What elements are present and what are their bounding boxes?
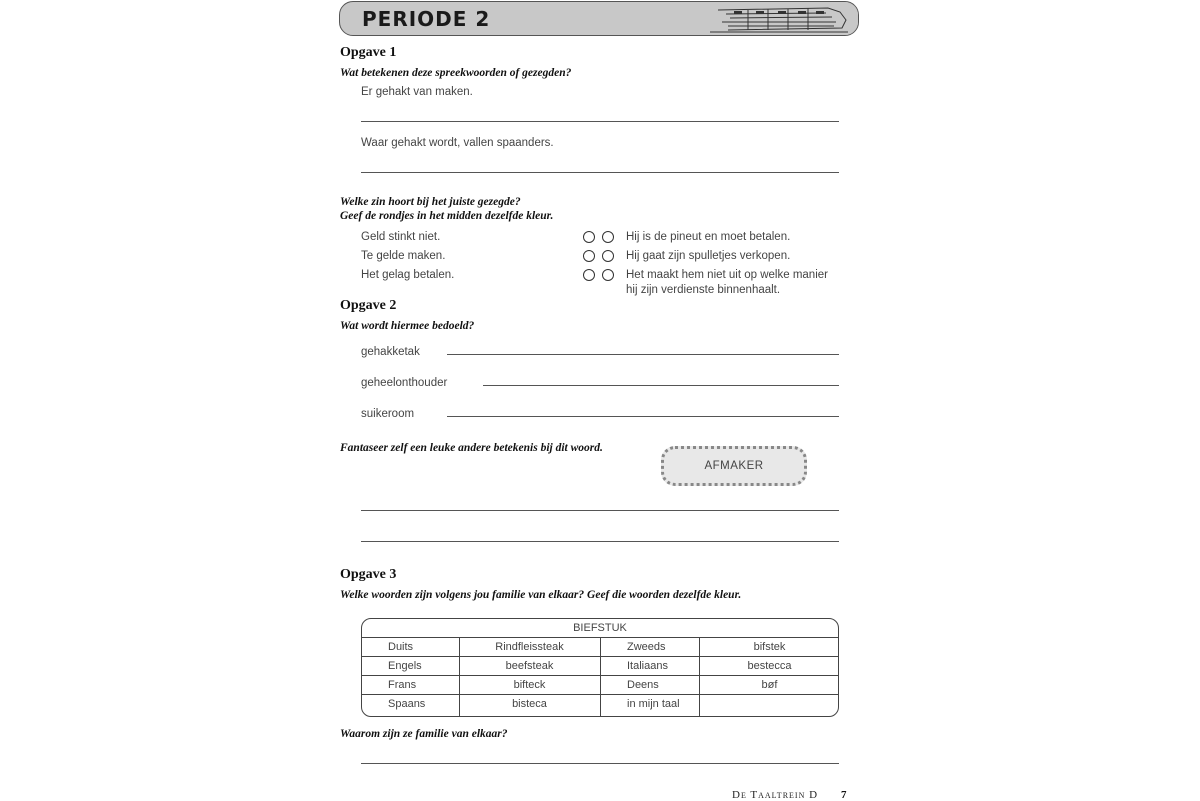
table-cell: Zweeds bbox=[627, 641, 666, 653]
period-header bbox=[339, 1, 859, 36]
opgave3-heading: Opgave 3 bbox=[340, 567, 397, 582]
match-circle-left-1[interactable] bbox=[583, 231, 595, 243]
word-3: suikeroom bbox=[361, 408, 415, 420]
match-circle-left-3[interactable] bbox=[583, 269, 595, 281]
match-circle-right-3[interactable] bbox=[602, 269, 614, 281]
table-cell: Italiaans bbox=[627, 660, 668, 672]
word-3-answer-line[interactable] bbox=[447, 416, 839, 417]
right-meaning-3b: hij zijn verdienste binnenhaalt. bbox=[626, 284, 781, 296]
matching-instruction-2: Geef de rondjes in het midden dezelfde kleur. bbox=[340, 210, 554, 222]
left-saying-3: Het gelag betalen. bbox=[361, 269, 455, 281]
word-1: gehakketak bbox=[361, 346, 420, 358]
opgave1-heading: Opgave 1 bbox=[340, 45, 397, 60]
match-circle-left-2[interactable] bbox=[583, 250, 595, 262]
table-cell: bifteck bbox=[513, 679, 546, 691]
table-cell: Deens bbox=[627, 679, 659, 691]
table-cell: Rindfleissteak bbox=[495, 641, 564, 653]
right-meaning-3a: Het maakt hem niet uit op welke manier bbox=[626, 269, 828, 281]
table-cell: bisteca bbox=[512, 698, 547, 710]
train-illustration-icon bbox=[708, 2, 858, 35]
word-box bbox=[661, 446, 807, 486]
table-cell: beefsteak bbox=[505, 660, 554, 672]
family-question: Waarom zijn ze familie van elkaar? bbox=[340, 728, 508, 740]
table-cell: bifstek bbox=[753, 641, 786, 653]
word-1-answer-line[interactable] bbox=[447, 354, 839, 355]
biefstuk-table bbox=[361, 618, 839, 717]
fantasy-answer-line-2[interactable] bbox=[361, 541, 839, 542]
table-cell: bøf bbox=[761, 679, 778, 691]
saying-1: Er gehakt van maken. bbox=[361, 86, 473, 98]
match-circle-right-2[interactable] bbox=[602, 250, 614, 262]
family-answer-line[interactable] bbox=[361, 763, 839, 764]
opgave1-instruction: Wat betekenen deze spreekwoorden of gezegden? bbox=[340, 67, 572, 79]
table-cell: in mijn taal bbox=[627, 698, 680, 710]
table-cell: bestecca bbox=[747, 660, 792, 672]
word-2: geheelonthouder bbox=[361, 377, 448, 389]
matching-instruction-1: Welke zin hoort bij het juiste gezegde? bbox=[340, 196, 521, 208]
right-meaning-1: Hij is de pineut en moet betalen. bbox=[626, 231, 791, 243]
match-circle-right-1[interactable] bbox=[602, 231, 614, 243]
left-saying-2: Te gelde maken. bbox=[361, 250, 446, 262]
left-saying-1: Geld stinkt niet. bbox=[361, 231, 441, 243]
answer-line-2[interactable] bbox=[361, 172, 839, 173]
answer-line-1[interactable] bbox=[361, 121, 839, 122]
table-row bbox=[362, 657, 838, 676]
table-title: BIEFSTUK bbox=[362, 619, 838, 638]
fantasy-instruction: Fantaseer zelf een leuke andere betekenis bij dit woord. bbox=[340, 442, 603, 454]
table-cell: Duits bbox=[388, 641, 414, 653]
own-language-input-cell[interactable] bbox=[699, 695, 839, 714]
table-cell: Frans bbox=[388, 679, 417, 691]
fantasy-answer-line-1[interactable] bbox=[361, 510, 839, 511]
page-number: 7 bbox=[841, 789, 847, 801]
saying-2: Waar gehakt wordt, vallen spaanders. bbox=[361, 137, 554, 149]
opgave2-instruction: Wat wordt hiermee bedoeld? bbox=[340, 320, 475, 332]
book-title: De Taaltrein D bbox=[732, 789, 819, 801]
table-row bbox=[362, 695, 838, 714]
table-row bbox=[362, 676, 838, 695]
opgave3-instruction: Welke woorden zijn volgens jou familie van elkaar? Geef die woorden dezelfde kleur. bbox=[340, 589, 742, 601]
word-box-label: AFMAKER bbox=[704, 460, 764, 472]
table-cell: Engels bbox=[388, 660, 422, 672]
table-cell: Spaans bbox=[388, 698, 426, 710]
opgave2-heading: Opgave 2 bbox=[340, 298, 397, 313]
table-row bbox=[362, 638, 838, 657]
word-2-answer-line[interactable] bbox=[483, 385, 839, 386]
period-title: PERIODE 2 bbox=[362, 7, 491, 31]
right-meaning-2: Hij gaat zijn spulletjes verkopen. bbox=[626, 250, 791, 262]
